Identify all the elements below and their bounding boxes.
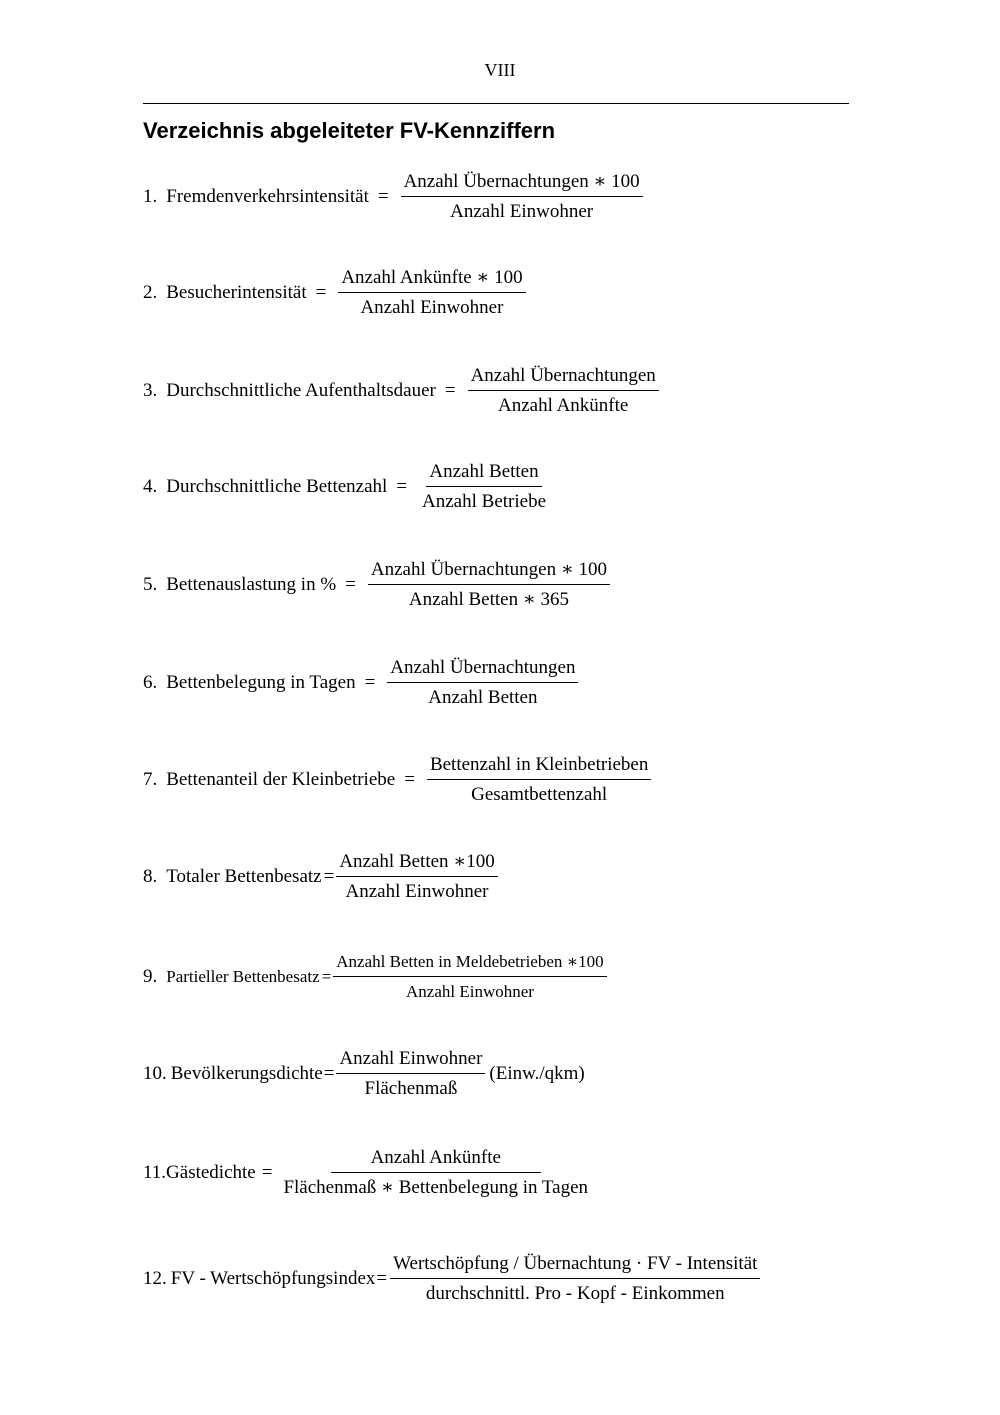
equals-sign: =	[323, 866, 335, 887]
fraction-numerator: Anzahl Übernachtungen ∗ 100	[401, 170, 643, 197]
page-number: VIII	[484, 60, 516, 80]
fraction-numerator: Bettenzahl in Kleinbetrieben	[427, 753, 651, 780]
formula-number: 10.	[143, 1063, 167, 1084]
fraction	[427, 753, 651, 807]
fraction	[390, 1252, 760, 1306]
formula-name: Durchschnittliche Aufenthaltsdauer	[166, 380, 436, 401]
formula-name: Bettenauslastung in %	[166, 574, 337, 595]
equals-sign: =	[376, 1268, 388, 1289]
equals-sign: =	[377, 186, 389, 207]
equals-sign: =	[315, 282, 327, 303]
fraction-denominator: durchschnittl. Pro - Kopf - Einkommen	[425, 1283, 725, 1304]
fraction-denominator: Anzahl Einwohner	[406, 982, 534, 1001]
fraction-numerator: Anzahl Betten ∗100	[336, 850, 497, 877]
equals-sign: =	[321, 967, 332, 986]
fraction	[368, 558, 610, 612]
formula-name: Partieller Bettenbesatz	[166, 967, 320, 986]
equals-sign: =	[364, 672, 376, 693]
formula-name: Bettenanteil der Kleinbetriebe	[166, 769, 396, 790]
fraction-denominator: Anzahl Einwohner	[450, 201, 594, 222]
formula-11	[143, 1146, 591, 1200]
formula-3	[143, 364, 659, 418]
fraction	[280, 1146, 591, 1200]
formula-number: 1.	[143, 186, 158, 207]
formula-5	[143, 558, 610, 612]
fraction	[336, 1047, 485, 1101]
fraction-numerator: Anzahl Betten	[426, 460, 541, 487]
fraction-numerator: Anzahl Übernachtungen ∗ 100	[368, 558, 610, 585]
fraction	[333, 950, 606, 1004]
fraction	[387, 656, 578, 710]
fraction-denominator: Anzahl Einwohner	[345, 881, 489, 902]
formula-8	[143, 850, 498, 904]
fraction	[338, 266, 525, 320]
formula-number: 8.	[143, 866, 158, 887]
formula-7	[143, 753, 651, 807]
equals-sign: =	[396, 476, 408, 497]
fraction-numerator: Wertschöpfung / Übernachtung · FV - Intensität	[390, 1252, 760, 1279]
formula-unit: (Einw./qkm)	[489, 1063, 585, 1084]
section-title: Verzeichnis abgeleiteter FV-Kennziffern	[143, 118, 556, 143]
equals-sign: =	[261, 1162, 273, 1183]
formula-number: 3.	[143, 380, 158, 401]
fraction-numerator: Anzahl Übernachtungen	[468, 364, 659, 391]
formula-number: 7.	[143, 769, 158, 790]
formula-9	[143, 950, 607, 1004]
formula-2	[143, 266, 526, 320]
formula-name: Totaler Bettenbesatz	[166, 866, 322, 887]
fraction-denominator: Anzahl Einwohner	[360, 297, 504, 318]
formula-name: FV - Wertschöpfungsindex	[170, 1268, 376, 1289]
fraction-denominator: Anzahl Betten ∗ 365	[408, 589, 569, 610]
fraction-numerator: Anzahl Übernachtungen	[387, 656, 578, 683]
fraction-denominator: Anzahl Betten	[428, 687, 538, 708]
fraction-denominator: Gesamtbettenzahl	[471, 784, 608, 805]
formula-name: Bevölkerungsdichte	[170, 1063, 323, 1084]
formula-number: 5.	[143, 574, 158, 595]
formula-name: Gästedichte	[166, 1162, 256, 1183]
formula-number: 2.	[143, 282, 158, 303]
fraction-numerator: Anzahl Einwohner	[336, 1047, 485, 1074]
formula-name: Bettenbelegung in Tagen	[166, 672, 356, 693]
equals-sign: =	[345, 574, 356, 595]
formula-1	[143, 170, 643, 224]
fraction-numerator: Anzahl Ankünfte	[331, 1146, 541, 1173]
fraction	[468, 364, 659, 418]
fraction-numerator: Anzahl Betten in Meldebetrieben ∗100	[333, 950, 606, 977]
fraction-denominator: Anzahl Betriebe	[422, 491, 547, 512]
fraction	[401, 170, 643, 224]
fraction-denominator: Anzahl Ankünfte	[498, 395, 629, 416]
formula-name: Durchschnittliche Bettenzahl	[166, 476, 388, 497]
formula-number: 4.	[143, 476, 158, 497]
header-divider	[143, 103, 849, 104]
formula-4	[143, 460, 549, 514]
formula-name: Besucherintensität	[166, 282, 307, 303]
fraction	[419, 460, 549, 514]
equals-sign: =	[323, 1063, 335, 1084]
formula-6	[143, 656, 578, 710]
formula-number: 11.	[143, 1162, 167, 1183]
fraction-denominator: Flächenmaß	[364, 1078, 458, 1099]
formula-number: 9.	[143, 966, 158, 987]
fraction-denominator: Flächenmaß ∗ Bettenbelegung in Tagen	[283, 1177, 589, 1198]
formula-10	[143, 1047, 585, 1101]
fraction	[336, 850, 497, 904]
formula-number: 6.	[143, 672, 158, 693]
formula-12	[143, 1252, 760, 1306]
fraction-numerator: Anzahl Ankünfte ∗ 100	[338, 266, 525, 293]
equals-sign: =	[404, 769, 415, 790]
formula-number: 12.	[143, 1268, 167, 1289]
formula-name: Fremdenverkehrsintensität	[166, 186, 369, 207]
equals-sign: =	[444, 380, 456, 401]
